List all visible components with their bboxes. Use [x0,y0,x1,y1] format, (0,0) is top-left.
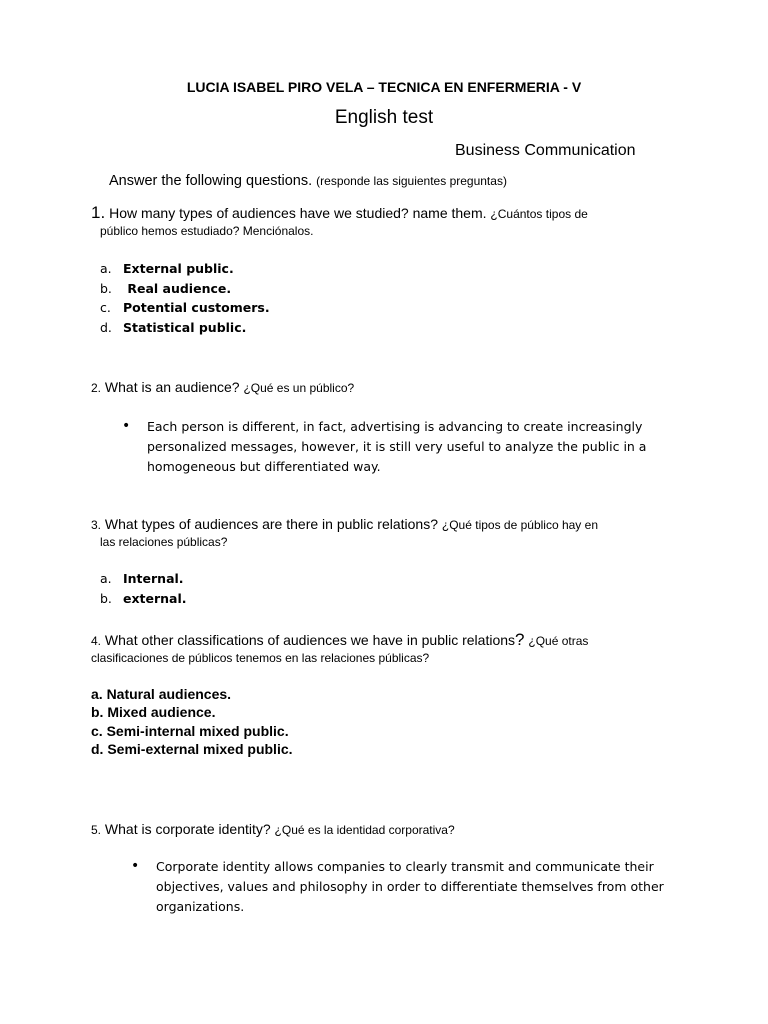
question-3 [91,516,660,551]
question-translation-cont: las relaciones públicas? [100,535,228,549]
question-translation-cont: público hemos estudiado? Menciónalos. [100,224,314,238]
question-text: What is an audience? [104,379,240,395]
list-item: a. Natural audiences. [91,686,232,702]
list-item: d. Semi-external mixed public. [91,740,293,757]
list-item: b. Real audience. [100,280,232,296]
page-title: English test [334,107,434,128]
list-item: c. Potential customers. [100,300,270,315]
question-mark: ? [515,630,525,649]
answer-list-1 [100,261,270,339]
question-text: How many types of audiences have we studied? name them. [109,205,487,221]
question-translation: ¿Qué tipos de público hay en [441,518,598,532]
list-item: b. Mixed audience. [91,704,216,721]
instructions [109,173,507,189]
question-translation: ¿Cuántos tipos de [490,207,588,221]
question-translation: ¿Qué es la identidad corporativa? [274,823,455,837]
list-item: d. Statistical public. [100,319,247,335]
question-4 [91,631,661,667]
question-number: 1. [91,203,106,222]
instructions-translation: (responde las siguientes preguntas) [316,174,507,188]
answer-bullet-5 [131,857,664,916]
author-heading: LUCIA ISABEL PIRO VELA – TECNICA EN ENFERMERIA - V [186,79,582,95]
answer-text: Corporate identity allows companies to clearly transmit and communicate their objectives, values and philosophy in order to differentiate themselves from other organizations. [156,859,664,914]
question-text: What is corporate identity? [104,821,271,837]
list-item: b. external. [100,590,187,606]
question-text: What other classifications of audiences we have in public relations [104,632,516,648]
question-number: 4. [91,634,102,648]
bullet-icon: • [122,418,131,434]
list-item: a. Internal. [100,571,184,586]
answer-text: Each person is different, in fact, advertising is advancing to create increasingly personalized messages, however, it is still very useful to analyze the public in a homogeneous but differentiated way. [147,419,647,474]
page-subtitle: Business Communication [455,142,636,159]
question-number: 5. [91,823,102,837]
list-item: a. External public. [100,261,234,276]
question-1 [91,203,660,240]
answer-list-3 [100,571,187,610]
question-number: 3. [91,518,102,532]
bullet-icon: • [131,858,140,874]
question-translation: ¿Qué otras [528,634,589,648]
question-5 [91,821,660,839]
list-item: c. Semi-internal mixed public. [91,722,289,739]
question-text: What types of audiences are there in public relations? [104,516,438,532]
question-translation: ¿Qué es un público? [243,381,355,395]
question-number: 2. [91,381,102,395]
instructions-text: Answer the following questions. [109,173,313,189]
answer-bullet-2 [122,417,665,476]
question-translation-cont: clasificaciones de públicos tenemos en las relaciones públicas? [91,651,430,665]
answer-list-4 [91,686,293,759]
question-2 [91,379,660,397]
